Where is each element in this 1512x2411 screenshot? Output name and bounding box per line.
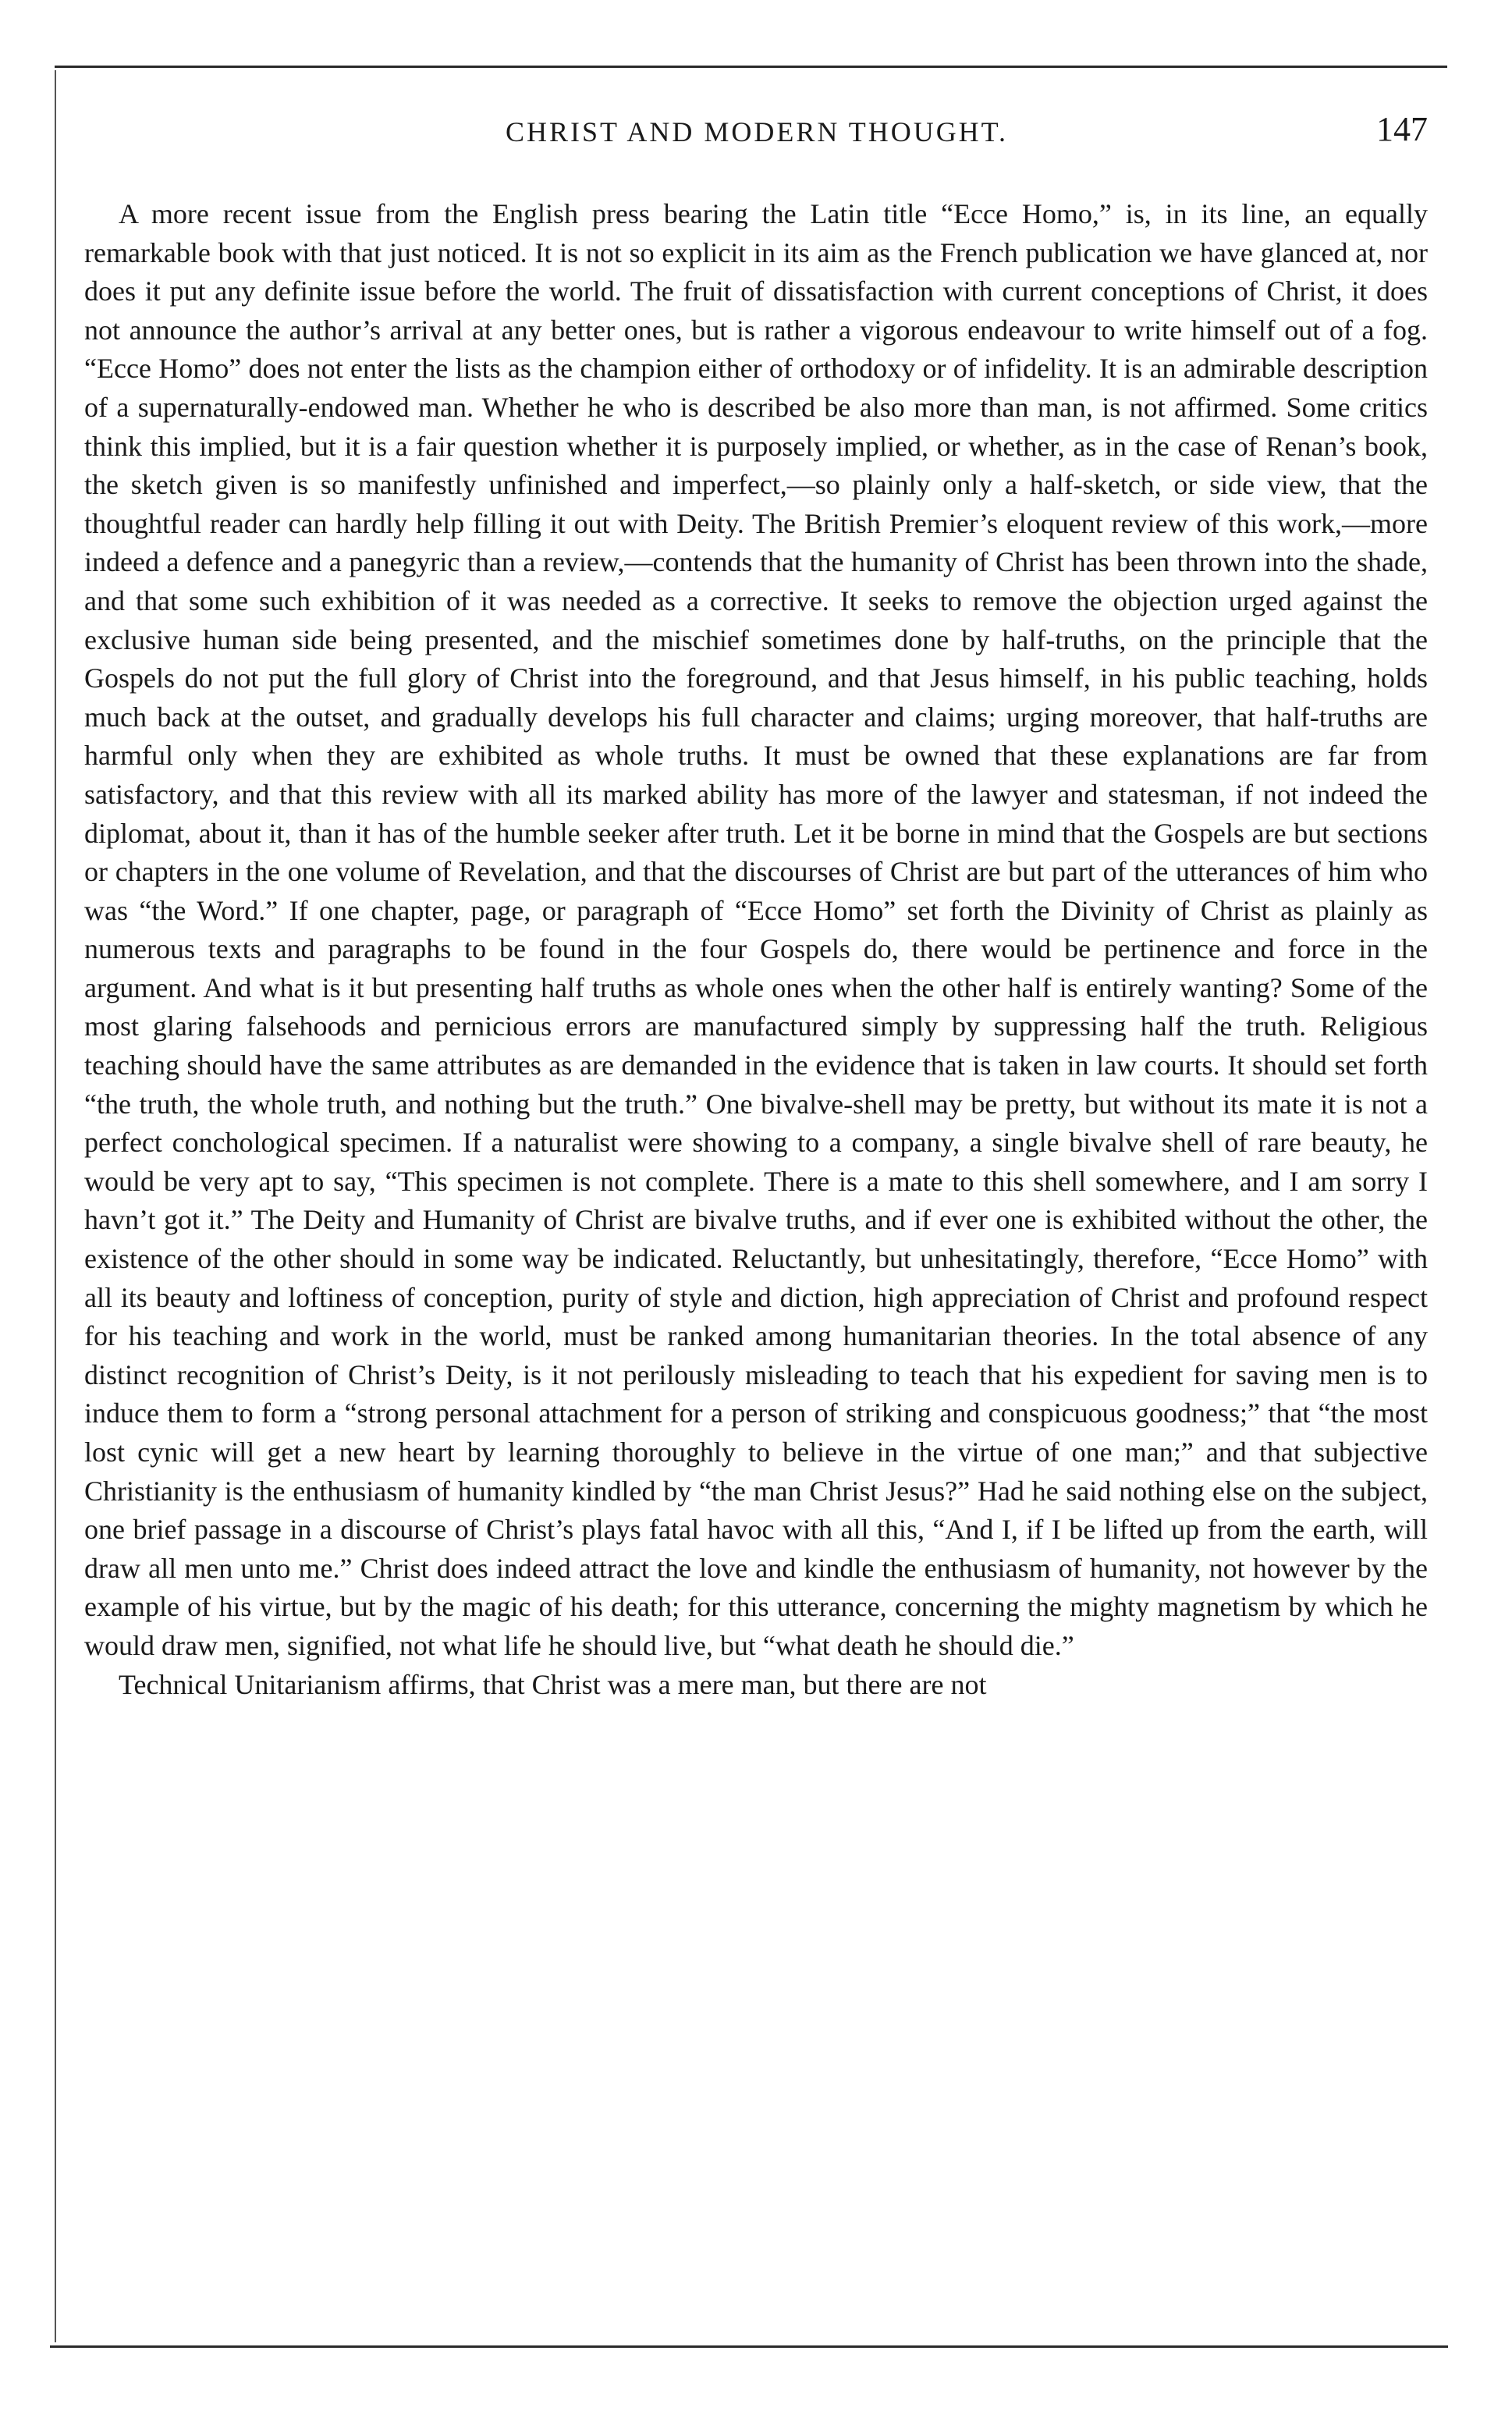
body-text [84, 195, 1428, 1704]
running-title: CHRIST AND MODERN THOUGHT. [505, 116, 1009, 147]
paragraph: Technical Unitarianism affirms, that Christ was a mere man, but there are not [119, 1668, 987, 1700]
paragraph: A more recent issue from the English press bearing the Latin title “Ecce Homo,” is, in its line, an equally remarkable book with that just noticed. It is not so explicit in its aim as the French publication we have glanced at, nor does it put any definite issue before the world. The fruit of dissatisfaction with current conceptions of Christ, it does not announce the author’s arrival at any better ones, but is rather a vigorous endeavour to write himself out of a fog. “Ecce Homo” does not enter the lists as the champion either of orthodoxy or of infidelity. It is an admirable description of a supernaturally-endowed man. Whether he who is described be also more than man, is not affirmed. Some critics think this implied, but it is a fair question whether it is purposely implied, or whether, as in the case of Renan’s book, the sketch given is so manifestly unfinished and imperfect,—so plainly only a half-sketch, or side view, that the thoughtful reader can hardly help filling it out with Deity. The British Premier’s eloquent review of this work,—more indeed a defence and a panegyric than a review,—contends that the humanity of Christ has been thrown into the shade, and that some such exhibition of it was needed as a corrective. It seeks to remove the objection urged against the exclusive human side being presented, and the mischief sometimes done by half-truths, on the principle that the Gospels do not put the full glory of Christ into the foreground, and that Jesus himself, in his public teaching, holds much back at the outset, and gradually develops his full character and claims; urging moreover, that half-truths are harmful only when they are exhibited as whole truths. It must be owned that these explanations are far from satisfactory, and that this review with all its marked ability has more of the lawyer and statesman, if not indeed the diplomat, about it, than it has of the humble seeker after truth. Let it be borne in mind that the Gospels are but sections or chapters in the one volume of Revelation, and that the discourses of Christ are but part of the utterances of him who was “the Word.” If one chapter, page, or paragraph of “Ecce Homo” set forth the Divinity of Christ as plainly as numerous texts and paragraphs to be found in the four Gospels do, there would be pertinence and force in the argument. And what is it but presenting half truths as whole ones when the other half is entirely wanting? Some of the most glaring falsehoods and pernicious errors are manufactured simply by suppressing half the truth. Religious teaching should have the same attributes as are demanded in the evidence that is taken in law courts. It should set forth “the truth, the whole truth, and nothing but the truth.” One bivalve-shell may be pretty, but without its mate it is not a perfect conchological specimen. If a naturalist were showing to a company, a single bivalve shell of rare beauty, he would be very apt to say, “This specimen is not complete. There is a mate to this shell somewhere, and I am sorry I havn’t got it.” The Deity and Humanity of Christ are bivalve truths, and if ever one is exhibited without the other, the existence of the other should in some way be indicated. Reluctantly, but unhesitatingly, therefore, “Ecce Homo” with all its beauty and loftiness of conception, purity of style and diction, high appreciation of Christ and profound respect for his teaching and work in the world, must be ranked among humanitarian theories. In the total absence of any distinct recognition of Christ’s Deity, is it not perilously misleading to teach that his expedient for saving men is to induce them to form a “strong personal attachment for a person of striking and conspicuous goodness;” that “the most lost cynic will get a new heart by learning thoroughly to believe in the virtue of one man;” and that subjective Christianity is the enthusiasm of humanity kindled by “the man Christ Jesus?” Had he said nothing else on the subject, one brief passage in a discourse of Christ’s plays fatal havoc with all this, “And I, if I be lifted up from the earth, will draw all men unto me.” Christ does indeed attract the love and kindle the enthusiasm of humanity, not however by the example of his virtue, but by the magic of his death; for this utterance, concerning the mighty magnetism by which he would draw men, signified, not what life he should live, but “what death he should die.” [84, 198, 1428, 1661]
top-rule [55, 66, 1447, 68]
page-header [86, 109, 1428, 156]
page-number: 147 [1376, 110, 1428, 148]
bottom-rule [50, 2345, 1448, 2348]
left-rule [55, 70, 56, 2342]
